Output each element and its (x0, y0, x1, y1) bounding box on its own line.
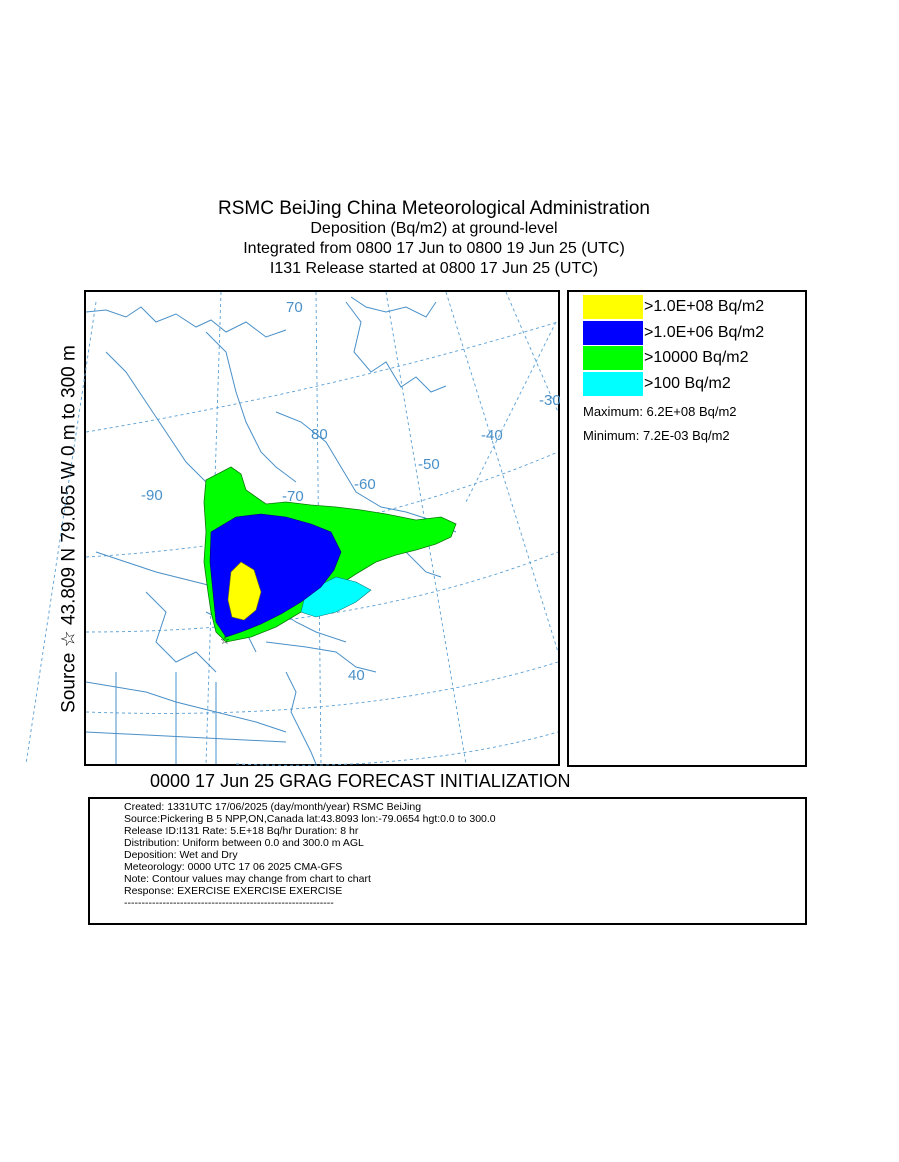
lon-label: -40 (481, 427, 503, 444)
legend-swatch-yellow (583, 295, 643, 319)
hudson-bay-east (206, 332, 296, 482)
info-line: Deposition: Wet and Dry (124, 849, 238, 861)
title-line-1: RSMC BeiJing China Meteorological Administration (218, 198, 650, 219)
info-line: Created: 1331UTC 17/06/2025 (day/month/year) RSMC BeiJing (124, 801, 422, 813)
lon-label: -30 (539, 392, 561, 409)
source-location-text: Source ☆ 43.809 N 79.065 W 0 m to 300 m (58, 345, 80, 713)
legend-item (583, 372, 731, 396)
title-line-2: Deposition (Bq/m2) at ground-level (310, 220, 558, 237)
chart-title-block (84, 198, 784, 279)
greenland-north (351, 297, 436, 317)
meridian-line (446, 292, 558, 652)
legend-swatch-green (583, 346, 643, 370)
map-canvas (86, 292, 561, 764)
minimum-value: Minimum: 7.2E-03 Bq/m2 (583, 428, 730, 443)
lon-label: -70 (282, 488, 304, 505)
info-line: Source:Pickering B 5 NPP,ON,Canada lat:43.8093 lon:-79.0654 hgt:0.0 to 300.0 (124, 813, 496, 825)
source-star-icon: ☆ (220, 634, 230, 647)
lon-label: -50 (418, 456, 440, 473)
lon-label: 70 (286, 299, 303, 316)
lon-label: 80 (311, 426, 328, 443)
forecast-initialization: 0000 17 Jun 25 GRAG FORECAST INITIALIZATION (150, 771, 571, 791)
parallel-line (86, 662, 558, 713)
legend-panel (567, 290, 807, 767)
parallel-line (86, 322, 558, 432)
arctic-coast (86, 307, 286, 337)
deposition-plume (204, 467, 456, 642)
legend-item (583, 321, 764, 345)
maximum-value: Maximum: 6.2E+08 Bq/m2 (583, 404, 737, 419)
legend-item (583, 346, 749, 370)
lake-michigan (146, 592, 216, 672)
source-location-label (54, 290, 84, 768)
legend-label: >10000 Bq/m2 (644, 349, 749, 366)
title-line-4: I131 Release started at 0800 17 Jun 25 (UTC) (269, 260, 599, 277)
lon-label: -90 (141, 487, 163, 504)
legend-label: >100 Bq/m2 (644, 375, 731, 392)
atlantic-coast-east (286, 672, 316, 764)
info-line: Response: EXERCISE EXERCISE EXERCISE (124, 885, 343, 897)
legend-item (583, 295, 764, 319)
legend-swatch-blue (583, 321, 643, 345)
legend-label: >1.0E+06 Bq/m2 (644, 324, 765, 341)
info-line: ------------------------------------------------------------ (124, 897, 334, 909)
legend-swatch-cyan (583, 372, 643, 396)
meridian-line (466, 322, 556, 502)
info-line: Meteorology: 0000 UTC 17 06 2025 CMA-GFS (124, 861, 343, 873)
greenland-coast (346, 302, 446, 392)
deposition-map (84, 290, 560, 766)
parallel-line (236, 732, 558, 765)
info-line: Release ID:I131 Rate: 5.E+18 Bq/hr Duration: 8 hr (124, 825, 359, 837)
map-labels (141, 299, 561, 684)
title-line-3: Integrated from 0800 17 Jun to 0800 19 Jun 25 (UTC) (243, 240, 625, 257)
lon-label: -60 (354, 476, 376, 493)
legend-label: >1.0E+08 Bq/m2 (644, 298, 765, 315)
info-line: Distribution: Uniform between 0.0 and 300.0 m AGL (124, 837, 364, 849)
run-info-box (88, 797, 807, 925)
info-line: Note: Contour values may change from chart to chart (124, 873, 371, 885)
lat-label: 40 (348, 667, 365, 684)
